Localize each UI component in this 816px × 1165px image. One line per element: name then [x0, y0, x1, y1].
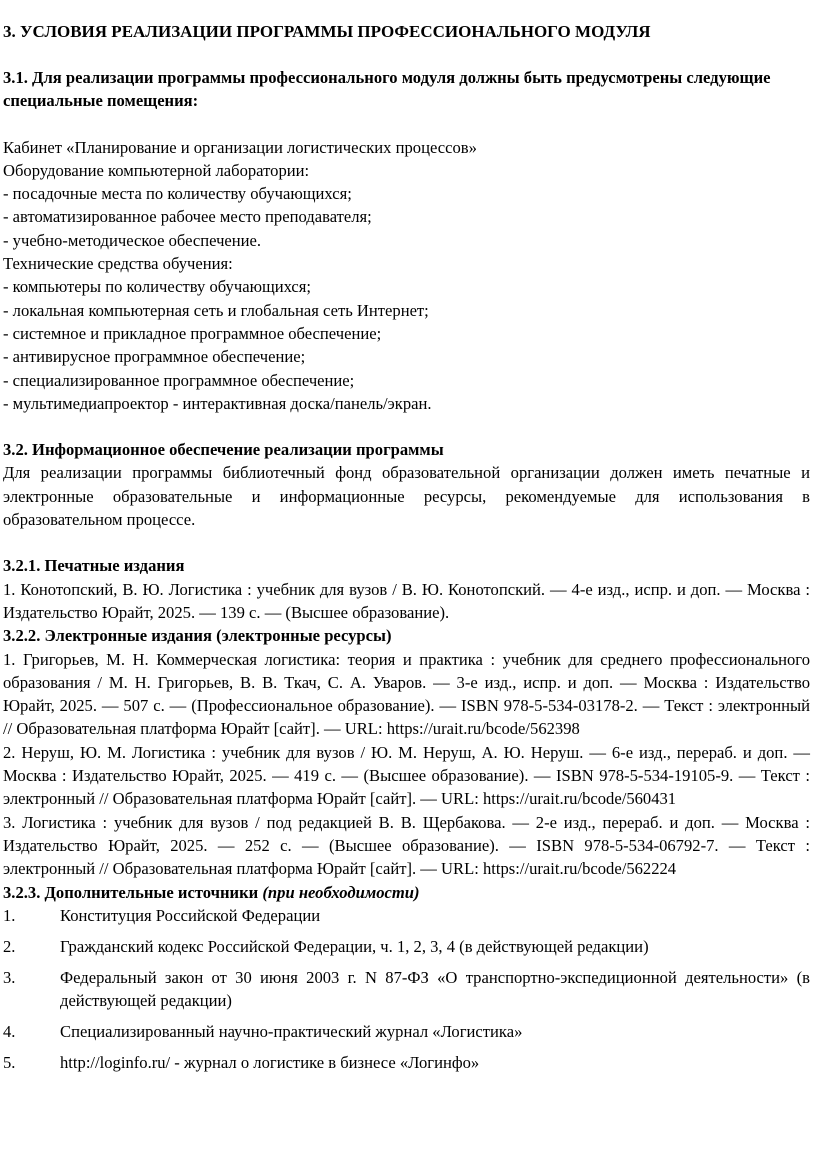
- printed-source-item: 1. Конотопский, В. Ю. Логистика : учебник для вузов / В. Ю. Конотопский. — 4-е изд., испр. и доп. — Москва : Издательство Юрайт, 2025. — 139 с. — (Высшее образование).: [3, 579, 810, 622]
- list-item: [3, 966, 810, 1012]
- list-item-text: Гражданский кодекс Российской Федерации, ч. 1, 2, 3, 4 (в действующей редакции): [60, 936, 649, 956]
- premises-list: [3, 136, 810, 416]
- list-item-text: Специализированный научно-практический журнал «Логистика»: [60, 1021, 523, 1041]
- section-3-2-2-heading: 3.2.2. Электронные издания (электронные ресурсы): [3, 626, 392, 646]
- list-item-number: 4.: [3, 1021, 16, 1041]
- section-3-2-text: Для реализации программы библиотечный фонд образовательной организации должен иметь печатные и электронные образовательные и информационные ресурсы, рекомендуемые для использования в образовательном процессе.: [3, 463, 810, 530]
- premises-line: - специализированное программное обеспечение;: [3, 370, 355, 390]
- electronic-source-item: 1. Григорьев, М. Н. Коммерческая логистика: теория и практика : учебник для среднего профессионального образования / М. Н. Григорьев, В. В. Ткач, С. А. Уваров. — 3-е изд., испр. и доп. — Москва : Издательство Юрайт, 2025. — 507 с. — (Профессиональное образование). — ISBN 978-5-534-03178-2. — Текст : электронный // Образовательная платформа Юрайт [сайт]. — URL: https://urait.ru/bcode/562398: [3, 649, 810, 739]
- premises-line: - мультимедиапроектор - интерактивная доска/панель/экран.: [3, 393, 432, 413]
- premises-line: - учебно-методическое обеспечение.: [3, 230, 262, 250]
- premises-line: - компьютеры по количеству обучающихся;: [3, 277, 312, 297]
- section-3-1-heading: 3.1. Для реализации программы профессионального модуля должны быть предусмотрены следующие специальные помещения:: [3, 68, 771, 111]
- list-item-text: http://loginfo.ru/ - журнал о логистике в бизнесе «Логинфо»: [60, 1052, 480, 1072]
- list-item-number: 2.: [3, 936, 16, 956]
- list-item: [3, 1051, 810, 1074]
- section-3-2-3-heading-text: 3.2.3. Дополнительные источники: [3, 882, 259, 902]
- list-item-text: Федеральный закон от 30 июня 2003 г. N 87-ФЗ «О транспортно-экспедиционной деятельности» (в действующей редакции): [60, 967, 810, 1010]
- section-3-2-1-heading: 3.2.1. Печатные издания: [3, 556, 185, 576]
- section-3-2-heading: 3.2. Информационное обеспечение реализации программы: [3, 440, 444, 460]
- list-item-text: Конституция Российской Федерации: [60, 905, 321, 925]
- premises-line: - системное и прикладное программное обеспечение;: [3, 323, 382, 343]
- additional-sources-list: [3, 904, 810, 1074]
- list-item-number: 1.: [3, 905, 16, 925]
- premises-line: - антивирусное программное обеспечение;: [3, 347, 306, 367]
- premises-line: - локальная компьютерная сеть и глобальная сеть Интернет;: [3, 300, 429, 320]
- list-item-number: 5.: [3, 1052, 16, 1072]
- section-3-2-3-heading: [3, 881, 810, 904]
- list-item: [3, 904, 810, 927]
- premises-line: Технические средства обучения:: [3, 254, 233, 274]
- list-item: [3, 1020, 810, 1043]
- section-3-2-3-heading-note: (при необходимости): [262, 882, 420, 902]
- premises-line: - автоматизированное рабочее место преподавателя;: [3, 207, 372, 227]
- premises-line: - посадочные места по количеству обучающихся;: [3, 184, 352, 204]
- section-title: 3. УСЛОВИЯ РЕАЛИЗАЦИИ ПРОГРАММЫ ПРОФЕССИОНАЛЬНОГО МОДУЛЯ: [3, 22, 651, 41]
- premises-line: Кабинет «Планирование и организации логистических процессов»: [3, 137, 477, 157]
- list-item-number: 3.: [3, 967, 16, 987]
- electronic-source-item: 2. Неруш, Ю. М. Логистика : учебник для вузов / Ю. М. Неруш, А. Ю. Неруш. — 6-е изд., перераб. и доп. — Москва : Издательство Юрайт, 2025. — 419 с. — (Высшее образование). — ISBN 978-5-534-19105-9. — Текст : электронный // Образовательная платформа Юрайт [сайт]. — URL: https://urait.ru/bcode/560431: [3, 742, 810, 809]
- list-item: [3, 935, 810, 958]
- premises-line: Оборудование компьютерной лаборатории:: [3, 160, 310, 180]
- electronic-source-item: 3. Логистика : учебник для вузов / под редакцией В. В. Щербакова. — 2-е изд., перераб. и доп. — Москва : Издательство Юрайт, 2025. — 252 с. — (Высшее образование). — ISBN 978-5-534-06792-7. — Текст : электронный // Образовательная платформа Юрайт [сайт]. — URL: https://urait.ru/bcode/562224: [3, 812, 810, 879]
